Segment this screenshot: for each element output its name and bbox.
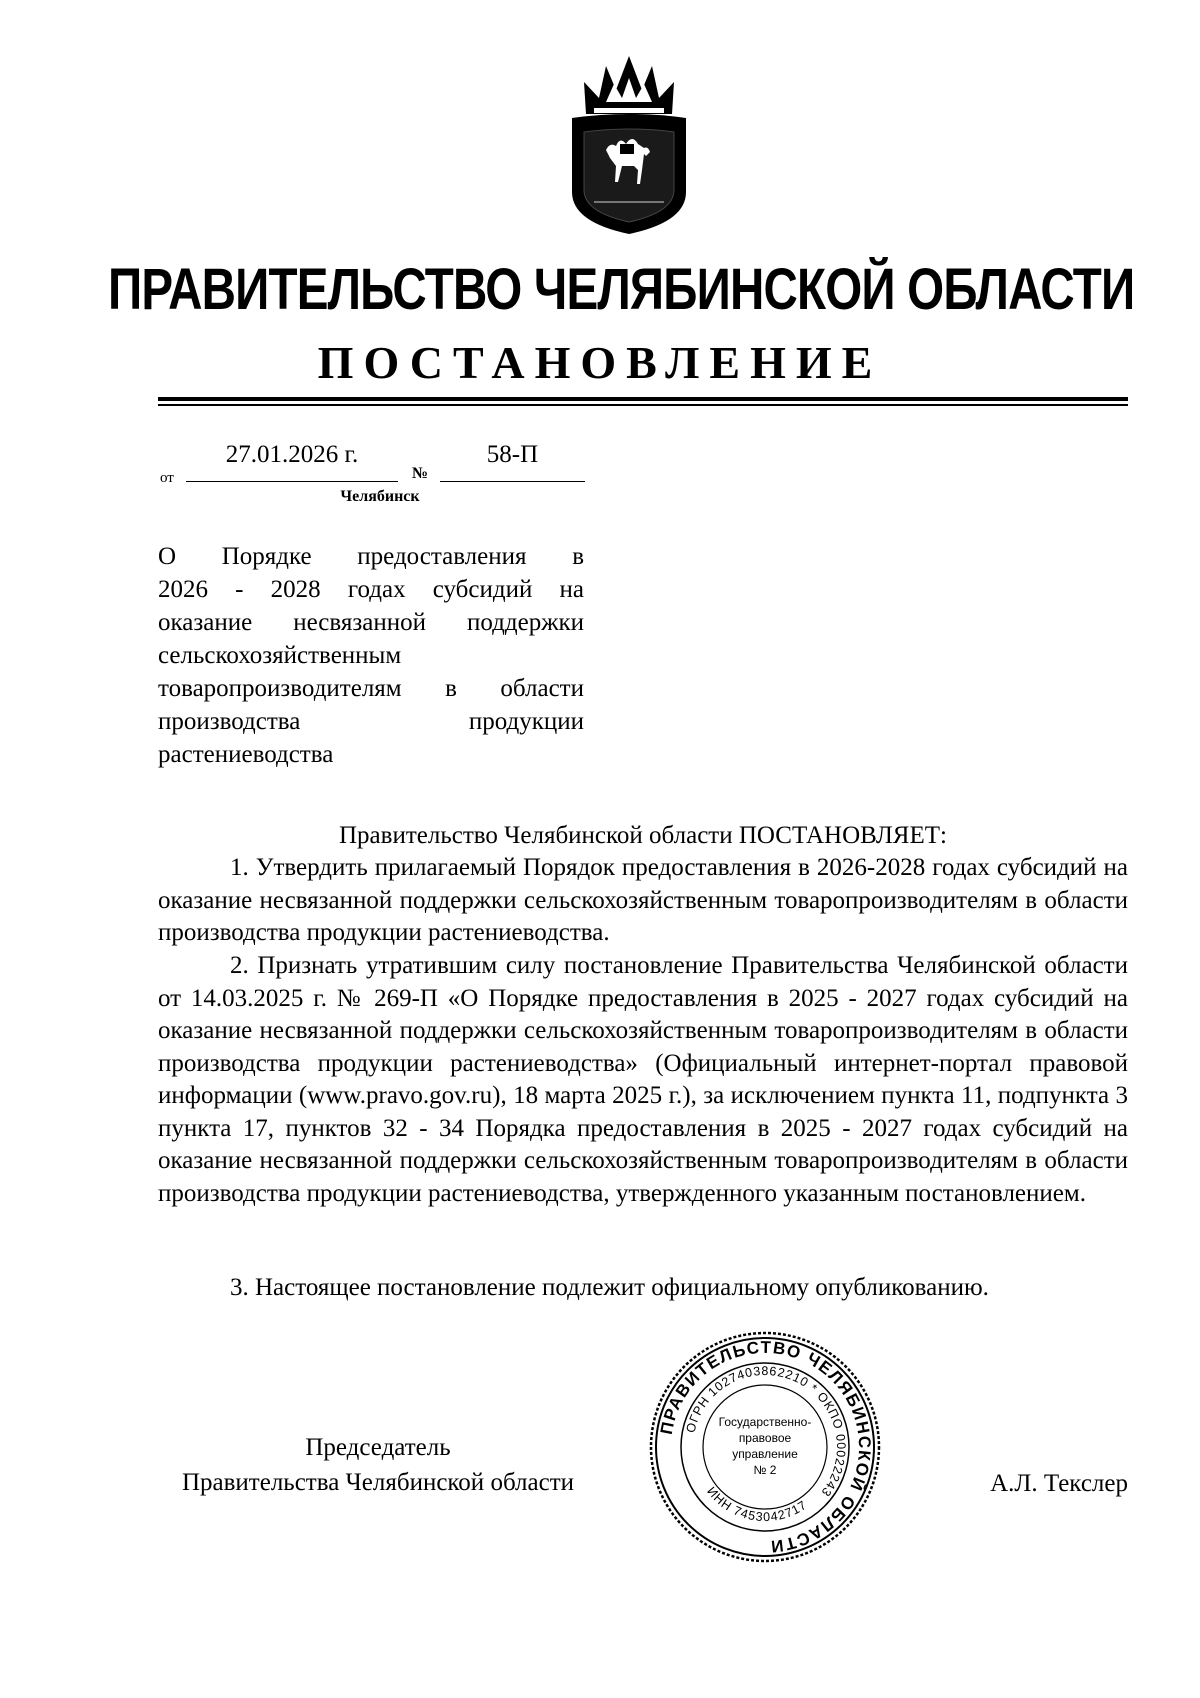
subject-line: товаропроизводителям в области [158,675,584,702]
document-number: 58-П [486,441,539,468]
decree-intro: Правительство Челябинской области ПОСТАНОВЛЯЕТ: [339,822,947,849]
document-subject [158,540,584,771]
signatory-position-line: Председатель [305,1434,451,1461]
document-date: 27.01.2026 г. [225,441,359,468]
document-city: Челябинск [340,488,420,505]
subject-line: оказание несвязанной поддержки [158,609,584,636]
official-stamp-icon [648,1330,882,1564]
coat-of-arms-icon [554,52,704,238]
signatory-name: А.Л. Текслер [990,1470,1128,1497]
subject-line: растениеводства [158,741,334,768]
government-title: ПРАВИТЕЛЬСТВО ЧЕЛЯБИНСКОЙ ОБЛАСТИ [108,257,1135,322]
subject-line: О Порядке предоставления в [158,543,584,570]
stamp-center-line: Государственно- [718,1415,812,1429]
header-rule-thick [158,397,1128,401]
signatory-position-line: Правительства Челябинской области [181,1469,575,1496]
decree-paragraph-1: 1. Утвердить прилагаемый Порядок предоставления в 2026-2028 годах субсидий на оказание несвязанной поддержки сельскохозяйственным товаропроизводителям в области производства продукции растениеводства. [158,854,1128,946]
subject-line: сельскохозяйственным [158,642,402,669]
stamp-outer-text: ПРАВИТЕЛЬСТВО ЧЕЛЯБИНСКОЙ ОБЛАСТИ [656,1337,875,1557]
header-rule-thin [158,404,1128,406]
date-from-label: от [160,470,174,486]
signatory-position [158,1430,598,1500]
number-label: № [412,465,429,482]
stamp-center-line: управление [732,1447,798,1461]
decree-paragraph-2: 2. Признать утратившим силу постановление Правительства Челябинской области от 14.03.2025 г. № 269-П «О Порядке предоставления в 2025 - 2027 годах субсидий на оказание несвязанной поддержки сельскохозяйственным товаропроизводителям в области производства продукции растениеводства» (Официальный интернет-портал правовой информации (www.pravo.gov.ru), 18 марта 2025 г.), за исключением пункта 11, подпункта 3 пункта 17, пунктов 32 - 34 Порядка предоставления в 2025 - 2027 годах субсидий на оказание несвязанной поддержки сельскохозяйственным товаропроизводителям в области производства продукции растениеводства, утвержденного указанным постановлением. [158,952,1128,1207]
stamp-center-line: правовое [738,1431,792,1445]
subject-line: 2026 - 2028 годах субсидий на [158,576,584,603]
decree-paragraph-3: 3. Настоящее постановление подлежит официальному опубликованию. [230,1274,989,1301]
stamp-inn-text: ИНН 7453042717 [704,1484,810,1525]
document-type: ПОСТАНОВЛЕНИЕ [317,337,883,388]
stamp-center-line: № 2 [753,1463,777,1477]
date-underline [186,481,398,482]
stamp-inner-text: ОГРН 1027403862210 * ОКПО 00022243 [683,1363,849,1500]
number-underline [440,481,585,482]
subject-line: производства продукции [158,708,584,735]
